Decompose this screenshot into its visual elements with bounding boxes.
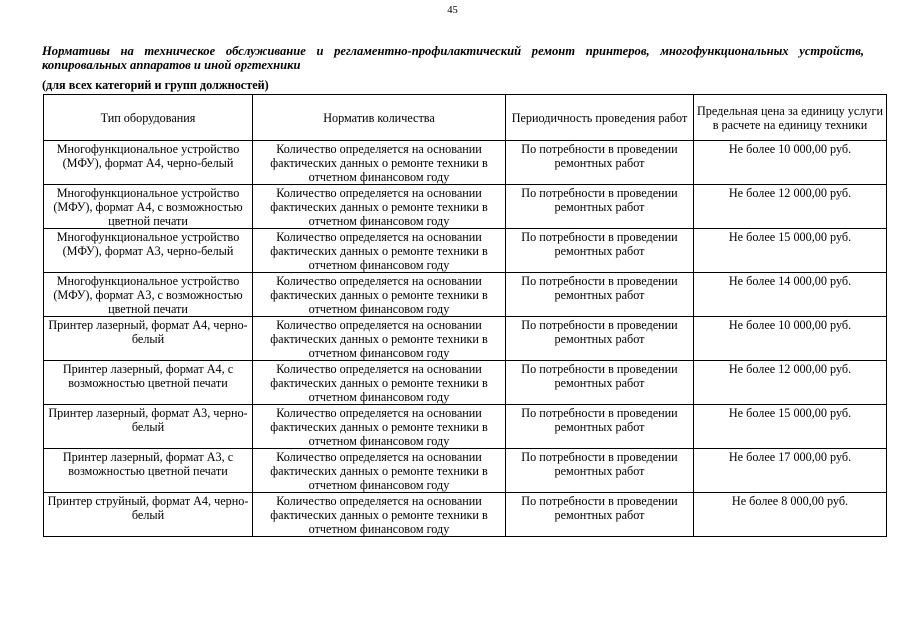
page-number: 45 xyxy=(447,5,458,16)
document-title: Нормативы на техническое обслуживание и регламентно-профилактический ремонт принтеров, многофункциональных устройств, копировальных аппаратов и иной оргтехники xyxy=(42,44,864,72)
equipment-cell: Многофункциональное устройство (МФУ), формат А3, с возможностью цветной печати xyxy=(44,273,253,317)
periodicity-cell: По потребности в проведении ремонтных работ xyxy=(506,317,694,361)
table-row xyxy=(44,229,887,273)
price-cell: Не более 10 000,00 руб. xyxy=(694,317,887,361)
periodicity-cell: По потребности в проведении ремонтных работ xyxy=(506,185,694,229)
table-row xyxy=(44,449,887,493)
quantity-cell: Количество определяется на основании фактических данных о ремонте техники в отчетном финансовом году xyxy=(253,229,506,273)
price-cell: Не более 8 000,00 руб. xyxy=(694,493,887,537)
price-cell: Не более 10 000,00 руб. xyxy=(694,141,887,185)
equipment-cell: Принтер лазерный, формат А3, с возможностью цветной печати xyxy=(44,449,253,493)
document-subtitle: (для всех категорий и групп должностей) xyxy=(42,78,269,92)
table-row xyxy=(44,493,887,537)
header-price-limit: Предельная цена за единицу услуги в расчете на единицу техники xyxy=(694,95,887,141)
norms-table xyxy=(43,94,887,537)
quantity-cell: Количество определяется на основании фактических данных о ремонте техники в отчетном финансовом году xyxy=(253,449,506,493)
equipment-cell: Принтер лазерный, формат А4, с возможностью цветной печати xyxy=(44,361,253,405)
table-header-row xyxy=(44,95,887,141)
periodicity-cell: По потребности в проведении ремонтных работ xyxy=(506,405,694,449)
quantity-cell: Количество определяется на основании фактических данных о ремонте техники в отчетном финансовом году xyxy=(253,141,506,185)
price-cell: Не более 12 000,00 руб. xyxy=(694,185,887,229)
price-cell: Не более 17 000,00 руб. xyxy=(694,449,887,493)
quantity-cell: Количество определяется на основании фактических данных о ремонте техники в отчетном финансовом году xyxy=(253,317,506,361)
periodicity-cell: По потребности в проведении ремонтных работ xyxy=(506,273,694,317)
header-equipment-type: Тип оборудования xyxy=(44,95,253,141)
equipment-cell: Многофункциональное устройство (МФУ), формат А4, черно-белый xyxy=(44,141,253,185)
equipment-cell: Принтер струйный, формат А4, черно-белый xyxy=(44,493,253,537)
quantity-cell: Количество определяется на основании фактических данных о ремонте техники в отчетном финансовом году xyxy=(253,361,506,405)
equipment-cell: Принтер лазерный, формат А3, черно-белый xyxy=(44,405,253,449)
quantity-cell: Количество определяется на основании фактических данных о ремонте техники в отчетном финансовом году xyxy=(253,405,506,449)
quantity-cell: Количество определяется на основании фактических данных о ремонте техники в отчетном финансовом году xyxy=(253,273,506,317)
price-cell: Не более 12 000,00 руб. xyxy=(694,361,887,405)
table-row xyxy=(44,141,887,185)
table-row xyxy=(44,317,887,361)
price-cell: Не более 14 000,00 руб. xyxy=(694,273,887,317)
table-row xyxy=(44,273,887,317)
quantity-cell: Количество определяется на основании фактических данных о ремонте техники в отчетном финансовом году xyxy=(253,493,506,537)
table-row xyxy=(44,185,887,229)
table-row xyxy=(44,405,887,449)
header-quantity-norm: Норматив количества xyxy=(253,95,506,141)
periodicity-cell: По потребности в проведении ремонтных работ xyxy=(506,229,694,273)
periodicity-cell: По потребности в проведении ремонтных работ xyxy=(506,449,694,493)
periodicity-cell: По потребности в проведении ремонтных работ xyxy=(506,493,694,537)
equipment-cell: Многофункциональное устройство (МФУ), формат А3, черно-белый xyxy=(44,229,253,273)
header-periodicity: Периодичность проведения работ xyxy=(506,95,694,141)
price-cell: Не более 15 000,00 руб. xyxy=(694,229,887,273)
periodicity-cell: По потребности в проведении ремонтных работ xyxy=(506,361,694,405)
periodicity-cell: По потребности в проведении ремонтных работ xyxy=(506,141,694,185)
equipment-cell: Многофункциональное устройство (МФУ), формат А4, с возможностью цветной печати xyxy=(44,185,253,229)
price-cell: Не более 15 000,00 руб. xyxy=(694,405,887,449)
quantity-cell: Количество определяется на основании фактических данных о ремонте техники в отчетном финансовом году xyxy=(253,185,506,229)
equipment-cell: Принтер лазерный, формат А4, черно-белый xyxy=(44,317,253,361)
table-row xyxy=(44,361,887,405)
